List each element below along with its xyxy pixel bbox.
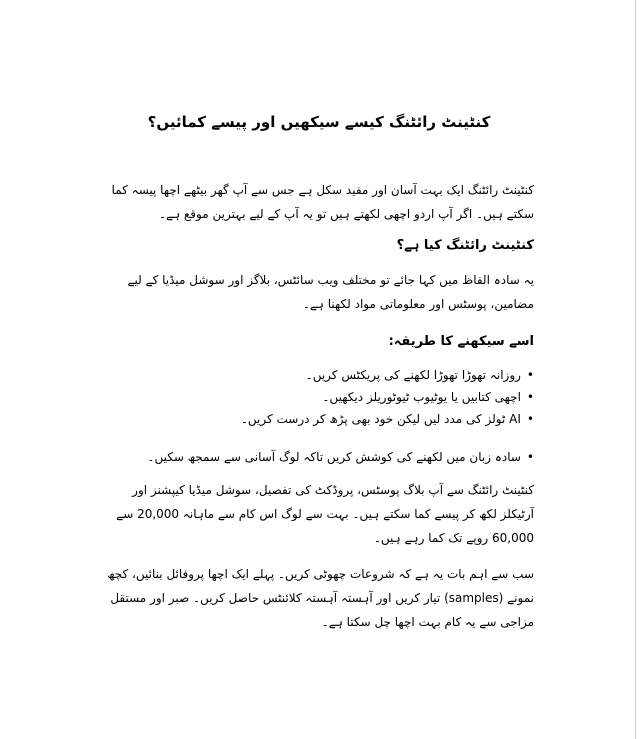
list-item: • سادہ زبان میں لکھنے کی کوشش کریں تاکہ لوگ آسانی سے سمجھ سکیں۔: [104, 446, 534, 468]
steps-list: [104, 364, 534, 430]
intro-paragraph: کنٹینٹ رائٹنگ ایک بہت آسان اور مفید سکل ہے جس سے آپ گھر بیٹھے اچھا پیسہ کما سکتے ہیں۔ اگر آپ اردو اچھی لکھتے ہیں تو یہ آپ کے لیے بہترین موقع ہے۔: [111, 183, 534, 221]
list-item: • AI ٹولز کی مدد لیں لیکن خود بھی پڑھ کر درست کریں۔: [104, 408, 534, 430]
document-body: [104, 110, 534, 642]
list-item: • اچھی کتابیں یا یوٹیوب ٹیوٹوریلز دیکھیں۔: [104, 386, 534, 408]
page-title: کنٹینٹ رائٹنگ کیسے سیکھیں اور پیسے کمائیں؟: [147, 113, 491, 131]
earning-paragraph: کنٹینٹ رائٹنگ سے آپ بلاگ پوسٹس، پروڈکٹ کی تفصیل، سوشل میڈیا کیپشنز اور آرٹیکلز لکھ کر پیسے کما سکتے ہیں۔ بہت سے لوگ اس کام سے ماہانہ 20,000 سے 60,000 روپے تک کما رہے ہیں۔: [116, 483, 534, 545]
what-heading: کنٹینٹ رائٹنگ کیا ہے؟: [396, 238, 534, 253]
method-heading: اسے سیکھنے کا طریقہ:: [388, 334, 534, 349]
list-item: • روزانہ تھوڑا تھوڑا لکھنے کی پریکٹس کریں۔: [104, 364, 534, 386]
what-paragraph: یہ سادہ الفاظ میں کہا جائے تو مختلف ویب سائٹس، بلاگز اور سوشل میڈیا کے لیے مضامین، پوسٹس اور معلوماتی مواد لکھنا ہے۔: [127, 273, 534, 311]
closing-paragraph: سب سے اہم بات یہ ہے کہ شروعات چھوٹی کریں۔ پہلے ایک اچھا پروفائل بنائیں، کچھ نمونے (samples) تیار کریں اور آہستہ آہستہ کلائنٹس حاصل کریں۔ صبر اور مستقل مزاجی سے یہ کام بہت اچھا چل سکتا ہے۔: [107, 567, 534, 629]
extra-step-list: [104, 446, 534, 468]
